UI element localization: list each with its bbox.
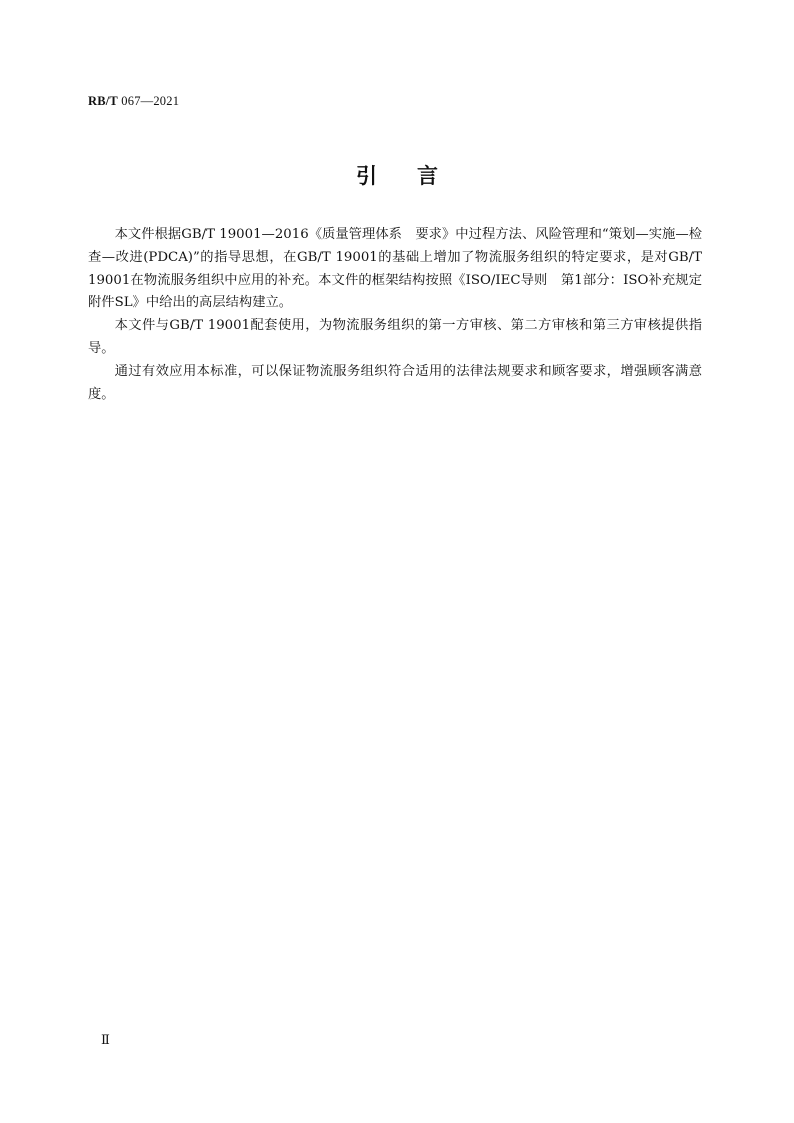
page-number: Ⅱ bbox=[101, 1032, 110, 1047]
paragraph: 本文件根据GB/T 19001—2016《质量管理体系 要求》中过程方法、风险管理和“策划—实施—检查—改进(PDCA)”的指导思想，在GB/T 19001的基础上增加了物流服务组织的特定要求，是对GB/T 19001在物流服务组织中应用的补充。本文件的框架结构按照《ISO/IEC导则 第1部分：ISO补充规定附件SL》中给出的高层结构建立。 bbox=[88, 227, 702, 311]
document-code-suffix: 067—2021 bbox=[117, 94, 180, 108]
introduction-body bbox=[88, 224, 702, 406]
document-code bbox=[88, 94, 179, 109]
page-title: 引言 bbox=[356, 164, 478, 188]
paragraph: 本文件与GB/T 19001配套使用，为物流服务组织的第一方审核、第二方审核和第三方审核提供指导。 bbox=[88, 318, 702, 356]
document-code-prefix: RB/T bbox=[88, 94, 118, 108]
paragraph: 通过有效应用本标准，可以保证物流服务组织符合适用的法律法规要求和顾客要求，增强顾客满意度。 bbox=[88, 363, 702, 402]
